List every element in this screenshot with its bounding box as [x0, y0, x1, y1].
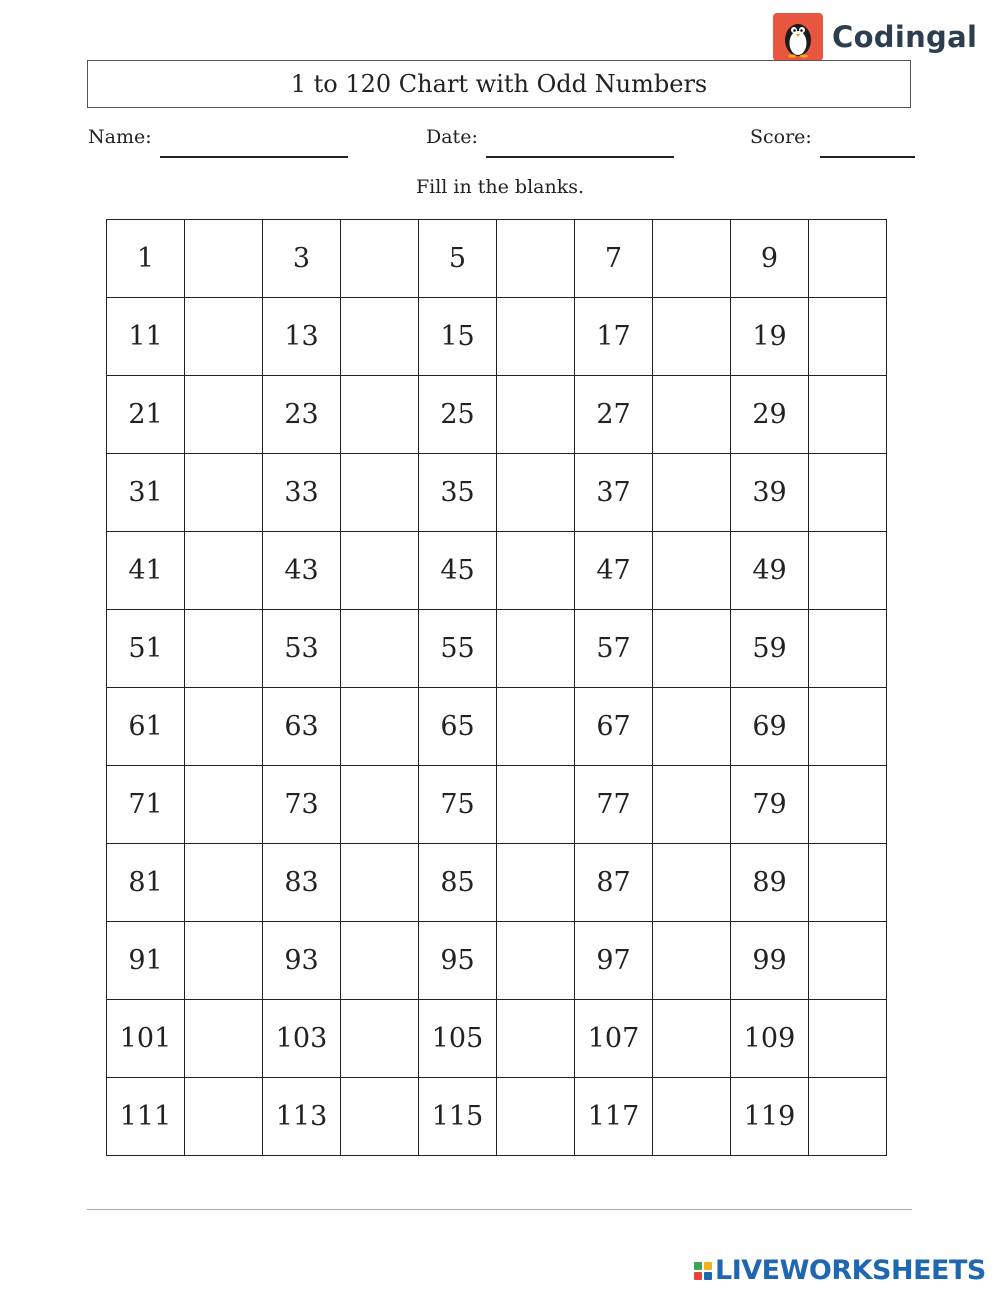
chart-cell-number: 5 — [419, 220, 497, 298]
chart-cell-number: 71 — [107, 766, 185, 844]
chart-cell-number: 89 — [731, 844, 809, 922]
chart-cell-number: 51 — [107, 610, 185, 688]
chart-cell-number: 77 — [575, 766, 653, 844]
blank-answer-input[interactable] — [655, 1086, 729, 1148]
chart-cell-number: 35 — [419, 454, 497, 532]
chart-cell-blank[interactable] — [809, 1078, 887, 1156]
blank-answer-input[interactable] — [655, 930, 729, 992]
blank-answer-input[interactable] — [343, 852, 417, 914]
chart-cell-number: 47 — [575, 532, 653, 610]
chart-cell-blank[interactable] — [185, 610, 263, 688]
chart-cell-number: 65 — [419, 688, 497, 766]
chart-cell-blank[interactable] — [497, 766, 575, 844]
blank-answer-input[interactable] — [343, 228, 417, 290]
chart-row — [107, 844, 887, 922]
chart-row — [107, 454, 887, 532]
chart-cell-number: 57 — [575, 610, 653, 688]
chart-cell-number: 43 — [263, 532, 341, 610]
chart-cell-number: 9 — [731, 220, 809, 298]
chart-cell-blank[interactable] — [653, 766, 731, 844]
chart-cell-blank[interactable] — [497, 376, 575, 454]
blank-answer-input[interactable] — [187, 1008, 261, 1070]
liveworksheets-icon — [694, 1262, 712, 1280]
chart-row — [107, 376, 887, 454]
chart-row — [107, 688, 887, 766]
chart-cell-number: 117 — [575, 1078, 653, 1156]
name-input[interactable] — [160, 126, 348, 158]
chart-cell-number: 53 — [263, 610, 341, 688]
chart-cell-number: 31 — [107, 454, 185, 532]
chart-cell-number: 105 — [419, 1000, 497, 1078]
chart-cell-number: 113 — [263, 1078, 341, 1156]
blank-answer-input[interactable] — [343, 930, 417, 992]
footer-divider — [87, 1209, 912, 1210]
blank-answer-input[interactable] — [343, 540, 417, 602]
chart-cell-number: 81 — [107, 844, 185, 922]
chart-cell-number: 91 — [107, 922, 185, 1000]
chart-cell-number: 95 — [419, 922, 497, 1000]
chart-cell-blank[interactable] — [185, 1078, 263, 1156]
number-chart — [106, 219, 887, 1156]
blank-answer-input[interactable] — [343, 462, 417, 524]
chart-cell-blank[interactable] — [185, 1000, 263, 1078]
chart-cell-blank[interactable] — [341, 454, 419, 532]
blank-answer-input[interactable] — [343, 774, 417, 836]
chart-cell-blank[interactable] — [653, 454, 731, 532]
codingal-logo — [773, 12, 977, 62]
chart-cell-number: 15 — [419, 298, 497, 376]
blank-answer-input[interactable] — [655, 1008, 729, 1070]
chart-cell-number: 93 — [263, 922, 341, 1000]
blank-answer-input[interactable] — [187, 384, 261, 446]
chart-cell-number: 1 — [107, 220, 185, 298]
penguin-icon — [773, 13, 823, 61]
chart-cell-blank[interactable] — [809, 1000, 887, 1078]
blank-answer-input[interactable] — [187, 540, 261, 602]
chart-cell-blank[interactable] — [185, 922, 263, 1000]
chart-cell-blank[interactable] — [341, 1078, 419, 1156]
blank-answer-input[interactable] — [655, 540, 729, 602]
chart-cell-number: 37 — [575, 454, 653, 532]
chart-cell-blank[interactable] — [185, 844, 263, 922]
chart-cell-blank[interactable] — [809, 922, 887, 1000]
chart-cell-blank[interactable] — [185, 454, 263, 532]
chart-cell-blank[interactable] — [185, 298, 263, 376]
chart-row — [107, 220, 887, 298]
blank-answer-input[interactable] — [811, 852, 885, 914]
blank-answer-input[interactable] — [811, 462, 885, 524]
chart-cell-blank[interactable] — [185, 532, 263, 610]
liveworksheets-text: LIVEWORKSHEETS — [715, 1255, 986, 1286]
blank-answer-input[interactable] — [187, 930, 261, 992]
chart-cell-number: 83 — [263, 844, 341, 922]
chart-cell-blank[interactable] — [809, 766, 887, 844]
chart-cell-number: 49 — [731, 532, 809, 610]
blank-answer-input[interactable] — [499, 696, 573, 758]
blank-answer-input[interactable] — [655, 228, 729, 290]
chart-cell-blank[interactable] — [809, 298, 887, 376]
blank-answer-input[interactable] — [655, 696, 729, 758]
chart-cell-blank[interactable] — [809, 610, 887, 688]
blank-answer-input[interactable] — [499, 384, 573, 446]
chart-cell-blank[interactable] — [497, 844, 575, 922]
chart-cell-blank[interactable] — [653, 844, 731, 922]
chart-cell-blank[interactable] — [185, 220, 263, 298]
chart-cell-number: 39 — [731, 454, 809, 532]
blank-answer-input[interactable] — [343, 1086, 417, 1148]
blank-answer-input[interactable] — [499, 228, 573, 290]
chart-cell-number: 55 — [419, 610, 497, 688]
chart-cell-number: 13 — [263, 298, 341, 376]
chart-cell-blank[interactable] — [497, 298, 575, 376]
blank-answer-input[interactable] — [655, 462, 729, 524]
chart-cell-number: 61 — [107, 688, 185, 766]
blank-answer-input[interactable] — [187, 1086, 261, 1148]
chart-cell-number: 69 — [731, 688, 809, 766]
blank-answer-input[interactable] — [187, 774, 261, 836]
blank-answer-input[interactable] — [811, 696, 885, 758]
chart-cell-blank[interactable] — [497, 1000, 575, 1078]
blank-answer-input[interactable] — [811, 1086, 885, 1148]
chart-row — [107, 532, 887, 610]
blank-answer-input[interactable] — [811, 228, 885, 290]
blank-answer-input[interactable] — [187, 852, 261, 914]
chart-cell-number: 99 — [731, 922, 809, 1000]
chart-row — [107, 1000, 887, 1078]
chart-cell-number: 107 — [575, 1000, 653, 1078]
chart-cell-blank[interactable] — [341, 922, 419, 1000]
blank-answer-input[interactable] — [343, 384, 417, 446]
chart-cell-blank[interactable] — [497, 688, 575, 766]
blank-answer-input[interactable] — [811, 384, 885, 446]
blank-answer-input[interactable] — [343, 1008, 417, 1070]
name-field — [88, 126, 348, 158]
chart-cell-blank[interactable] — [497, 922, 575, 1000]
blank-answer-input[interactable] — [655, 618, 729, 680]
chart-cell-number: 33 — [263, 454, 341, 532]
chart-cell-blank[interactable] — [809, 688, 887, 766]
blank-answer-input[interactable] — [811, 618, 885, 680]
chart-cell-blank[interactable] — [653, 688, 731, 766]
chart-row — [107, 922, 887, 1000]
chart-cell-number: 79 — [731, 766, 809, 844]
blank-answer-input[interactable] — [655, 852, 729, 914]
chart-cell-blank[interactable] — [653, 1000, 731, 1078]
chart-cell-number: 73 — [263, 766, 341, 844]
blank-answer-input[interactable] — [499, 1008, 573, 1070]
blank-answer-input[interactable] — [499, 462, 573, 524]
blank-answer-input[interactable] — [499, 618, 573, 680]
blank-answer-input[interactable] — [187, 306, 261, 368]
chart-cell-blank[interactable] — [653, 298, 731, 376]
chart-cell-number: 85 — [419, 844, 497, 922]
score-label: Score: — [750, 126, 812, 148]
blank-answer-input[interactable] — [343, 618, 417, 680]
chart-cell-blank[interactable] — [497, 610, 575, 688]
chart-cell-number: 29 — [731, 376, 809, 454]
chart-cell-blank[interactable] — [341, 610, 419, 688]
chart-cell-blank[interactable] — [653, 532, 731, 610]
chart-cell-number: 103 — [263, 1000, 341, 1078]
chart-cell-number: 75 — [419, 766, 497, 844]
score-input[interactable] — [820, 126, 915, 158]
chart-cell-blank[interactable] — [497, 220, 575, 298]
chart-row — [107, 766, 887, 844]
chart-cell-blank[interactable] — [653, 220, 731, 298]
blank-answer-input[interactable] — [499, 852, 573, 914]
liveworksheets-logo — [694, 1255, 986, 1286]
chart-cell-blank[interactable] — [341, 688, 419, 766]
blank-answer-input[interactable] — [187, 696, 261, 758]
chart-cell-blank[interactable] — [341, 766, 419, 844]
chart-cell-blank[interactable] — [341, 1000, 419, 1078]
chart-cell-number: 63 — [263, 688, 341, 766]
chart-cell-blank[interactable] — [497, 532, 575, 610]
chart-cell-blank[interactable] — [809, 376, 887, 454]
chart-cell-number: 19 — [731, 298, 809, 376]
blank-answer-input[interactable] — [343, 696, 417, 758]
blank-answer-input[interactable] — [655, 774, 729, 836]
blank-answer-input[interactable] — [811, 930, 885, 992]
chart-cell-blank[interactable] — [185, 766, 263, 844]
name-label: Name: — [88, 126, 152, 148]
blank-answer-input[interactable] — [343, 306, 417, 368]
chart-cell-number: 109 — [731, 1000, 809, 1078]
blank-answer-input[interactable] — [811, 306, 885, 368]
chart-cell-blank[interactable] — [809, 532, 887, 610]
page-title: 1 to 120 Chart with Odd Numbers — [87, 60, 911, 108]
chart-row — [107, 1078, 887, 1156]
blank-answer-input[interactable] — [499, 774, 573, 836]
chart-row — [107, 298, 887, 376]
chart-cell-blank[interactable] — [185, 376, 263, 454]
chart-cell-blank[interactable] — [809, 844, 887, 922]
chart-cell-number: 27 — [575, 376, 653, 454]
chart-cell-blank[interactable] — [653, 922, 731, 1000]
chart-cell-blank[interactable] — [497, 454, 575, 532]
chart-cell-blank[interactable] — [809, 454, 887, 532]
chart-cell-number: 41 — [107, 532, 185, 610]
blank-answer-input[interactable] — [187, 228, 261, 290]
chart-cell-number: 45 — [419, 532, 497, 610]
chart-cell-blank[interactable] — [341, 844, 419, 922]
chart-cell-number: 101 — [107, 1000, 185, 1078]
chart-cell-blank[interactable] — [809, 220, 887, 298]
chart-cell-number: 59 — [731, 610, 809, 688]
chart-cell-number: 21 — [107, 376, 185, 454]
chart-cell-blank[interactable] — [341, 220, 419, 298]
chart-cell-number: 3 — [263, 220, 341, 298]
chart-cell-number: 17 — [575, 298, 653, 376]
chart-cell-blank[interactable] — [497, 1078, 575, 1156]
blank-answer-input[interactable] — [811, 1008, 885, 1070]
chart-cell-blank[interactable] — [185, 688, 263, 766]
chart-cell-blank[interactable] — [653, 610, 731, 688]
chart-cell-number: 97 — [575, 922, 653, 1000]
date-input[interactable] — [486, 126, 674, 158]
date-field — [426, 126, 674, 158]
blank-answer-input[interactable] — [187, 462, 261, 524]
chart-cell-blank[interactable] — [341, 532, 419, 610]
score-field — [750, 126, 915, 158]
chart-cell-number: 25 — [419, 376, 497, 454]
blank-answer-input[interactable] — [655, 306, 729, 368]
blank-answer-input[interactable] — [811, 774, 885, 836]
blank-answer-input[interactable] — [499, 930, 573, 992]
chart-cell-number: 111 — [107, 1078, 185, 1156]
date-label: Date: — [426, 126, 478, 148]
chart-cell-number: 11 — [107, 298, 185, 376]
chart-cell-blank[interactable] — [653, 1078, 731, 1156]
brand-name: Codingal — [832, 20, 978, 54]
chart-cell-blank[interactable] — [653, 376, 731, 454]
chart-row — [107, 610, 887, 688]
chart-cell-number: 7 — [575, 220, 653, 298]
blank-answer-input[interactable] — [499, 1086, 573, 1148]
blank-answer-input[interactable] — [811, 540, 885, 602]
chart-cell-number: 67 — [575, 688, 653, 766]
blank-answer-input[interactable] — [187, 618, 261, 680]
chart-cell-blank[interactable] — [341, 298, 419, 376]
chart-cell-number: 119 — [731, 1078, 809, 1156]
chart-cell-number: 87 — [575, 844, 653, 922]
instructions: Fill in the blanks. — [415, 176, 585, 198]
chart-cell-number: 23 — [263, 376, 341, 454]
blank-answer-input[interactable] — [655, 384, 729, 446]
blank-answer-input[interactable] — [499, 306, 573, 368]
blank-answer-input[interactable] — [499, 540, 573, 602]
chart-cell-blank[interactable] — [341, 376, 419, 454]
chart-cell-number: 115 — [419, 1078, 497, 1156]
